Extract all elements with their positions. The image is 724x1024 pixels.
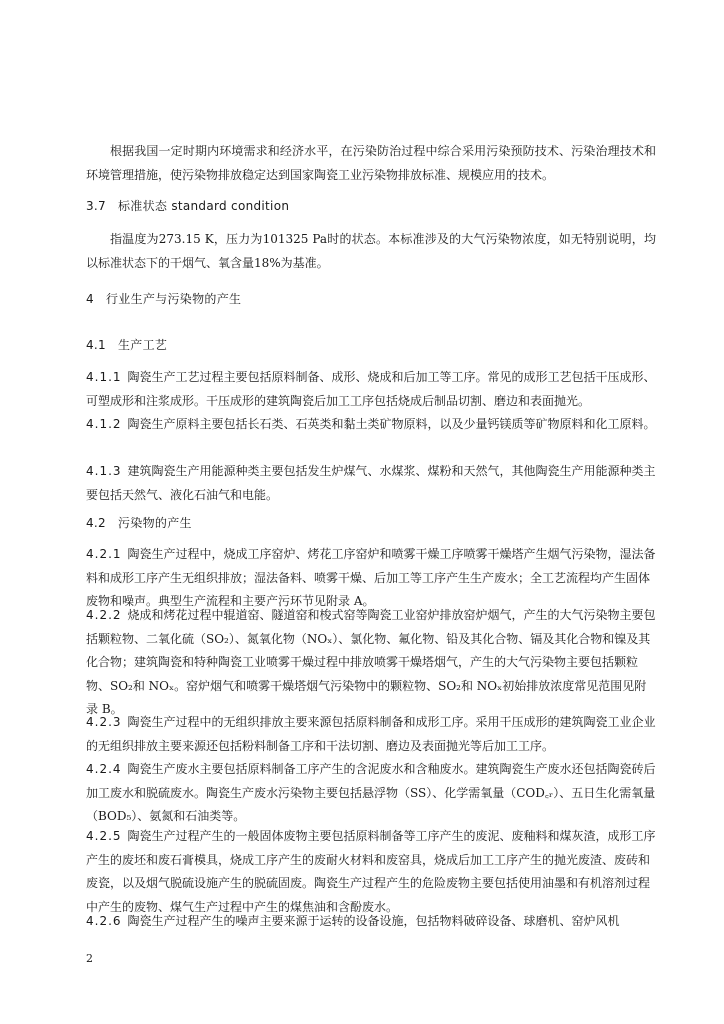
clause-text: 建筑陶瓷生产用能源种类主要包括发生炉煤气、水煤浆、煤粉和天然气，其他陶瓷生产用能源种类主要包括天然气、液化石油气和电能。	[86, 464, 656, 502]
clause-text: 陶瓷生产原料主要包括长石类、石英类和黏土类矿物原料，以及少量钙镁质等矿物原料和化工原料。	[127, 417, 656, 431]
clause-4-2-2	[86, 604, 656, 722]
clause-number: 4.2.6	[86, 914, 122, 928]
heading-number: 4	[86, 292, 94, 306]
clause-number: 4.1.3	[86, 464, 122, 478]
clause-4-2-6	[86, 910, 656, 934]
clause-number: 4.2.4	[86, 762, 122, 776]
clause-text: 陶瓷生产过程产生的噪声主要来源于运转的设备设施，包括物料破碎设备、球磨机、窑炉风机	[127, 914, 620, 928]
clause-4-2-4	[86, 758, 656, 829]
clause-4-2-5	[86, 825, 656, 919]
heading-4	[86, 288, 656, 312]
clause-text: 陶瓷生产过程中，烧成工序窑炉、烤花工序窑炉和喷雾干燥工序喷雾干燥塔产生烟气污染物，湿法备料和成形工序产生无组织排放；湿法备料、喷雾干燥、后加工等工序产生生产废水；全工艺流程均产生固体废物和噪声。典型生产流程和主要产污环节见附录 A。	[86, 547, 656, 608]
clause-text: 陶瓷生产过程产生的一般固体废物主要包括原料制备等工序产生的废泥、废釉料和煤灰渣，成形工序产生的废坯和废石膏模具，烧成工序产生的废耐火材料和废窑具，烧成后加工工序产生的抛光废渣、废砖和废瓷，以及烟气脱硫设施产生的脱硫固废。陶瓷生产过程产生的危险废物主要包括使用油墨和有机溶剂过程中产生的废物、煤气生产过程中产生的煤焦油和含酚废水。	[86, 829, 656, 914]
clause-text: 陶瓷生产工艺过程主要包括原料制备、成形、烧成和后加工等工序。常见的成形工艺包括干压成形、可塑成形和注浆成形。干压成形的建筑陶瓷后加工工序包括烧成后制品切割、磨边和表面抛光。	[86, 370, 656, 408]
clause-4-1-1	[86, 366, 656, 413]
heading-number: 4.2	[86, 516, 106, 530]
clause-text: 陶瓷生产过程中的无组织排放主要来源包括原料制备和成形工序。采用干压成形的建筑陶瓷工业企业的无组织排放主要来源还包括粉料制备工序和干法切割、磨边及表面抛光等后加工工序。	[86, 715, 656, 753]
heading-number: 4.1	[86, 338, 106, 352]
heading-title: 行业生产与污染物的产生	[106, 292, 242, 306]
clause-number: 4.1.1	[86, 370, 122, 384]
heading-title: 标准状态 standard condition	[118, 199, 290, 213]
clause-number: 4.2.1	[86, 547, 122, 561]
clause-text: 烧成和烤花过程中辊道窑、隧道窑和梭式窑等陶瓷工业窑炉排放窑炉烟气，产生的大气污染物主要包括颗粒物、二氧化硫（SO₂）、氮氧化物（NOₓ）、氯化物、氟化物、铅及其化合物、镉及其化合物和镍及其化合物；建筑陶瓷和特种陶瓷工业喷雾干燥过程中排放喷雾干燥塔烟气，产生的大气污染物主要包括颗粒物、SO₂和 NOₓ。窑炉烟气和喷雾干燥塔烟气污染物中的颗粒物、SO₂和 NOₓ初始排放浓度常见范围见附录 B。	[86, 608, 656, 716]
clause-text: 陶瓷生产废水主要包括原料制备工序产生的含泥废水和含釉废水。建筑陶瓷生产废水还包括陶瓷砖后加工废水和脱硫废水。陶瓷生产废水污染物主要包括悬浮物（SS）、化学需氧量（COD꜀ᵣ）、五日生化需氧量（BOD₅）、氨氮和石油类等。	[86, 762, 656, 823]
page-number: 2	[86, 952, 93, 965]
clause-number: 4.2.5	[86, 829, 122, 843]
clause-4-1-2	[86, 413, 656, 437]
clause-4-2-1	[86, 543, 656, 614]
clause-number: 4.2.3	[86, 715, 122, 729]
heading-4-2	[86, 512, 656, 536]
paragraph-3-7: 指温度为273.15 K，压力为101325 Pa时的状态。本标准涉及的大气污染物浓度，如无特别说明，均以标准状态下的干烟气、氧含量18%为基准。	[86, 232, 656, 270]
clause-4-1-3	[86, 460, 656, 507]
heading-4-1	[86, 334, 656, 358]
clause-number: 4.2.2	[86, 608, 122, 622]
heading-title: 生产工艺	[118, 338, 168, 352]
clause-number: 4.1.2	[86, 417, 122, 431]
heading-number: 3.7	[86, 199, 106, 213]
heading-3-7	[86, 195, 656, 219]
heading-title: 污染物的产生	[118, 516, 192, 530]
intro-paragraph: 根据我国一定时期内环境需求和经济水平，在污染防治过程中综合采用污染预防技术、污染治理技术和环境管理措施，使污染物排放稳定达到国家陶瓷工业污染物排放标准、规模应用的技术。	[86, 144, 656, 182]
clause-4-2-3	[86, 711, 656, 758]
